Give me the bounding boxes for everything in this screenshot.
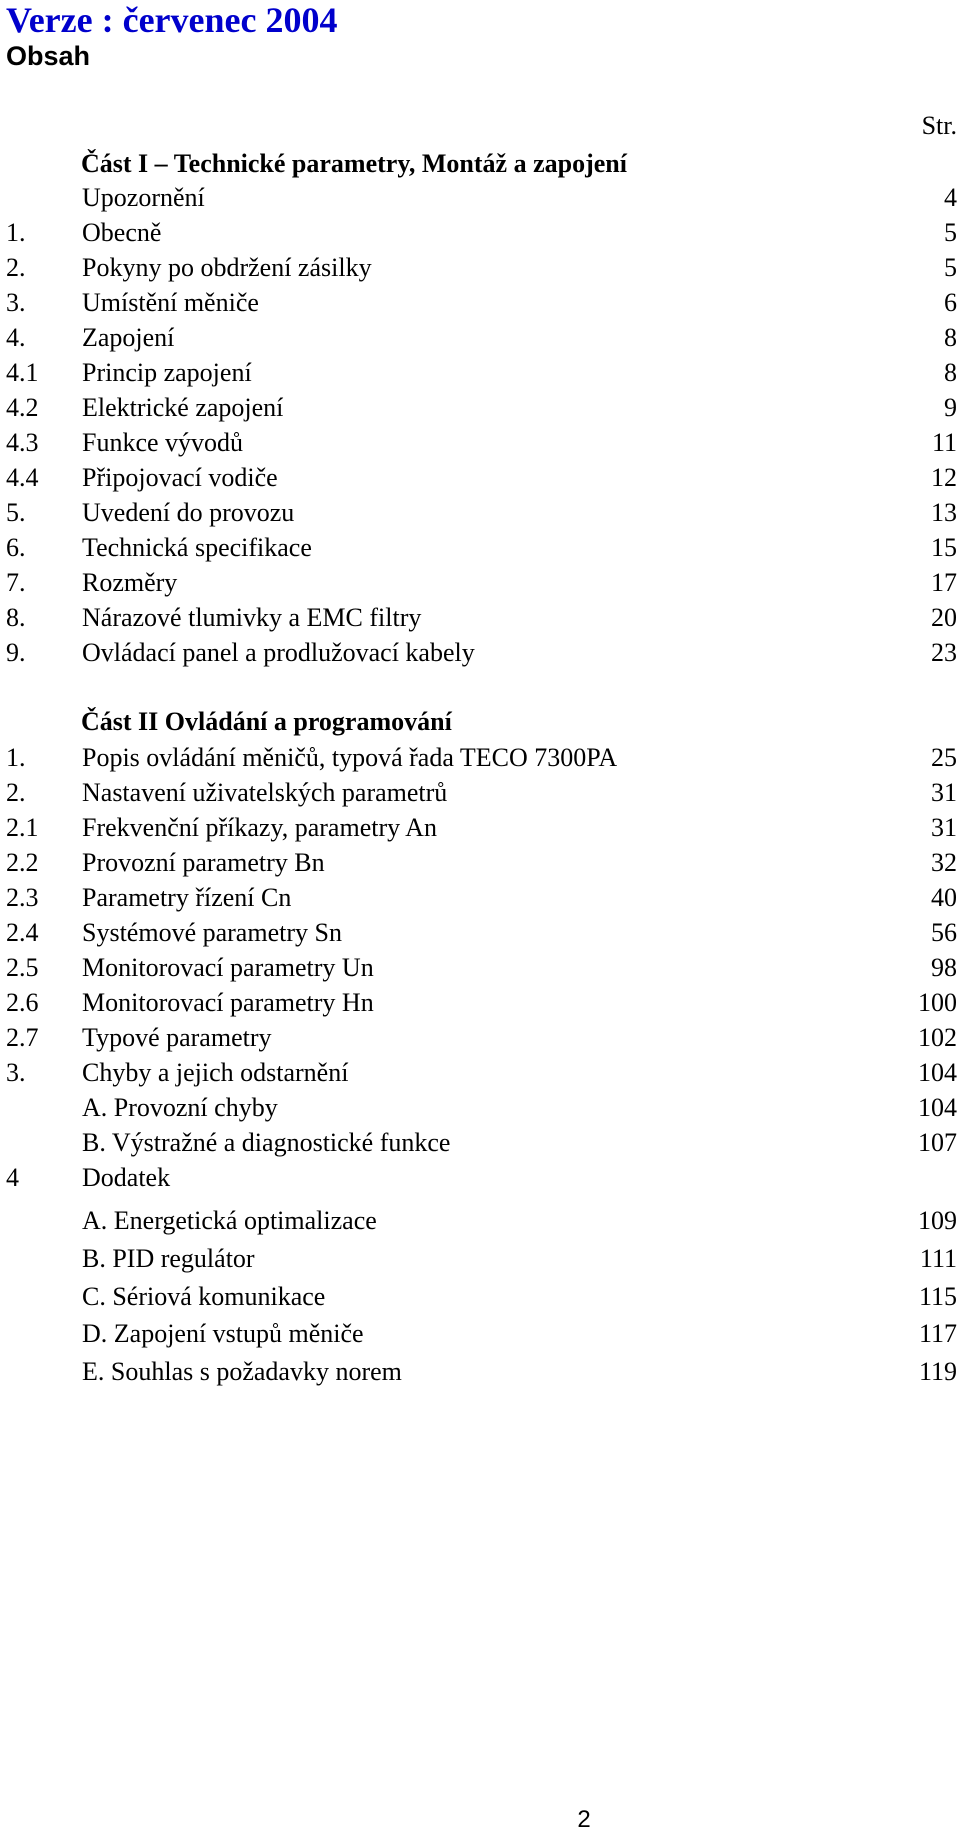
entry-number: 2.5	[6, 953, 39, 982]
entry-page: 107	[918, 1128, 957, 1157]
toc-entry[interactable]	[0, 495, 960, 530]
entry-number: 4.1	[6, 358, 39, 387]
toc-entry[interactable]	[0, 1202, 960, 1240]
entry-page: 119	[918, 1357, 957, 1387]
toc-entry[interactable]	[0, 215, 960, 250]
entry-number: 8.	[6, 603, 26, 632]
entry-title: Rozměry	[82, 568, 178, 597]
toc-entry[interactable]	[0, 915, 960, 950]
entry-title: Popis ovládání měničů, typová řada TECO 7300PA	[82, 743, 618, 772]
toc-entry[interactable]	[0, 635, 960, 670]
toc-entry[interactable]	[0, 1125, 960, 1160]
toc-entry[interactable]	[0, 950, 960, 985]
entry-title: Připojovací vodiče	[82, 463, 278, 492]
entry-title: Princip zapojení	[82, 358, 252, 387]
toc-entry[interactable]	[0, 460, 960, 495]
version-title: Verze : červenec 2004	[6, 0, 338, 40]
entry-number: 2.2	[6, 848, 39, 877]
entry-title: Ovládací panel a prodlužovací kabely	[82, 638, 475, 667]
toc-entry[interactable]	[0, 180, 960, 215]
toc-entry[interactable]	[0, 285, 960, 320]
toc-entry[interactable]	[0, 845, 960, 880]
entry-page: 98	[931, 953, 957, 982]
toc-entry[interactable]	[0, 250, 960, 285]
entry-title: Systémové parametry Sn	[82, 918, 342, 947]
toc-entry[interactable]	[0, 355, 960, 390]
entry-title: B. Výstražné a diagnostické funkce	[82, 1128, 451, 1157]
entry-page: 12	[931, 463, 957, 492]
entry-number: 1.	[6, 218, 26, 247]
toc-entry[interactable]	[0, 1020, 960, 1055]
entry-number: 1.	[6, 743, 26, 772]
toc-entry[interactable]	[0, 775, 960, 810]
toc-entry[interactable]	[0, 565, 960, 600]
entry-title: Technická specifikace	[82, 533, 312, 562]
entry-title: Elektrické zapojení	[82, 393, 284, 422]
entry-number: 4.4	[6, 463, 39, 492]
toc-entry[interactable]	[0, 1278, 960, 1316]
entry-title: Monitorovací parametry Hn	[82, 988, 374, 1017]
entry-page: 6	[944, 288, 957, 317]
toc-entry[interactable]	[0, 1353, 960, 1391]
entry-page: 4	[944, 183, 957, 212]
entry-title: Zapojení	[82, 323, 175, 352]
toc-entry[interactable]	[0, 1240, 960, 1278]
entry-page: 11	[931, 428, 957, 457]
entry-title: A. Energetická optimalizace	[82, 1206, 377, 1235]
entry-number: 4.3	[6, 428, 39, 457]
entry-page: 40	[931, 883, 957, 912]
entry-title: Provozní parametry Bn	[82, 848, 325, 877]
entry-title: Funkce vývodů	[82, 428, 244, 457]
entry-title: Dodatek	[82, 1163, 171, 1192]
entry-title: Pokyny po obdržení zásilky	[82, 253, 372, 282]
entry-number: 2.6	[6, 988, 39, 1017]
entry-number: 2.3	[6, 883, 39, 912]
toc-entry[interactable]	[0, 600, 960, 635]
entry-title: Frekvenční příkazy, parametry An	[82, 813, 437, 842]
entry-page: 115	[918, 1281, 957, 1311]
toc-entry[interactable]	[0, 530, 960, 565]
toc-heading: Obsah	[6, 41, 91, 71]
entry-page: 32	[931, 848, 957, 877]
entry-number: 2.1	[6, 813, 39, 842]
toc-entry[interactable]	[0, 425, 960, 460]
toc-entry[interactable]	[0, 1055, 960, 1090]
entry-page: 13	[931, 498, 957, 527]
toc-entry[interactable]	[0, 1315, 960, 1353]
page-footer	[0, 1806, 960, 1834]
entry-number: 3.	[6, 288, 26, 317]
entry-number: 9.	[6, 638, 26, 667]
entry-page: 25	[931, 743, 957, 772]
entry-page: 117	[918, 1319, 957, 1349]
entry-page: 102	[918, 1023, 957, 1052]
part-2-entries	[0, 740, 960, 1195]
entry-title: Parametry řízení Cn	[82, 883, 292, 912]
entry-number: 3.	[6, 1058, 26, 1087]
entry-title: C. Sériová komunikace	[82, 1281, 326, 1311]
entry-page: 104	[918, 1093, 957, 1122]
entry-page: 23	[931, 638, 957, 667]
toc-entry[interactable]	[0, 740, 960, 775]
entry-number: 4.2	[6, 393, 39, 422]
toc-entry[interactable]	[0, 880, 960, 915]
entry-title: Nastavení uživatelských parametrů	[82, 778, 448, 807]
entry-title: E. Souhlas s požadavky norem	[82, 1357, 402, 1387]
entry-title: Chyby a jejich odstarnění	[82, 1058, 349, 1087]
part-1-entries	[0, 180, 960, 670]
toc-entry[interactable]	[0, 390, 960, 425]
entry-page: 109	[918, 1206, 957, 1235]
toc-entry[interactable]	[0, 810, 960, 845]
entry-page: 104	[918, 1058, 957, 1087]
entry-title: A. Provozní chyby	[82, 1093, 278, 1122]
toc-entry[interactable]	[0, 1160, 960, 1195]
entry-number: 7.	[6, 568, 26, 597]
entry-title: Nárazové tlumivky a EMC filtry	[82, 603, 422, 632]
entry-title: Uvedení do provozu	[82, 498, 295, 527]
entry-page: 100	[918, 988, 957, 1017]
entry-number: 2.4	[6, 918, 39, 947]
entry-page: 15	[931, 533, 957, 562]
entry-number: 5.	[6, 498, 26, 527]
page-number: 2	[577, 1806, 591, 1833]
entry-title: B. PID regulátor	[82, 1243, 255, 1273]
entry-page: 17	[931, 568, 957, 597]
entry-number: 2.7	[6, 1023, 39, 1052]
entry-number: 4.	[6, 323, 26, 352]
page-column-label: Str.	[921, 111, 957, 140]
entry-page: 20	[931, 603, 957, 632]
entry-page: 31	[931, 813, 957, 842]
toc-entry[interactable]	[0, 1090, 960, 1125]
entry-page: 8	[944, 323, 957, 352]
entry-number: 6.	[6, 533, 26, 562]
appendix-entries	[0, 1202, 960, 1391]
part-1-title: Část I – Technické parametry, Montáž a zapojení	[81, 149, 627, 178]
entry-page: 8	[944, 358, 957, 387]
entry-title: Typové parametry	[82, 1023, 272, 1052]
entry-number: 2.	[6, 253, 26, 282]
entry-page: 9	[944, 393, 957, 422]
entry-page: 5	[944, 253, 957, 282]
entry-page: 31	[931, 778, 957, 807]
entry-page: 56	[931, 918, 957, 947]
entry-page: 5	[944, 218, 957, 247]
entry-number: 4	[6, 1163, 19, 1192]
part-2-title: Část II Ovládání a programování	[81, 707, 452, 736]
entry-title: Upozornění	[82, 183, 205, 212]
toc-entry[interactable]	[0, 985, 960, 1020]
entry-page: 111	[919, 1243, 957, 1273]
entry-title: Monitorovací parametry Un	[82, 953, 374, 982]
entry-title: D. Zapojení vstupů měniče	[82, 1319, 364, 1349]
entry-title: Obecně	[82, 218, 162, 247]
entry-number: 2.	[6, 778, 26, 807]
toc-entry[interactable]	[0, 320, 960, 355]
entry-title: Umístění měniče	[82, 288, 259, 317]
